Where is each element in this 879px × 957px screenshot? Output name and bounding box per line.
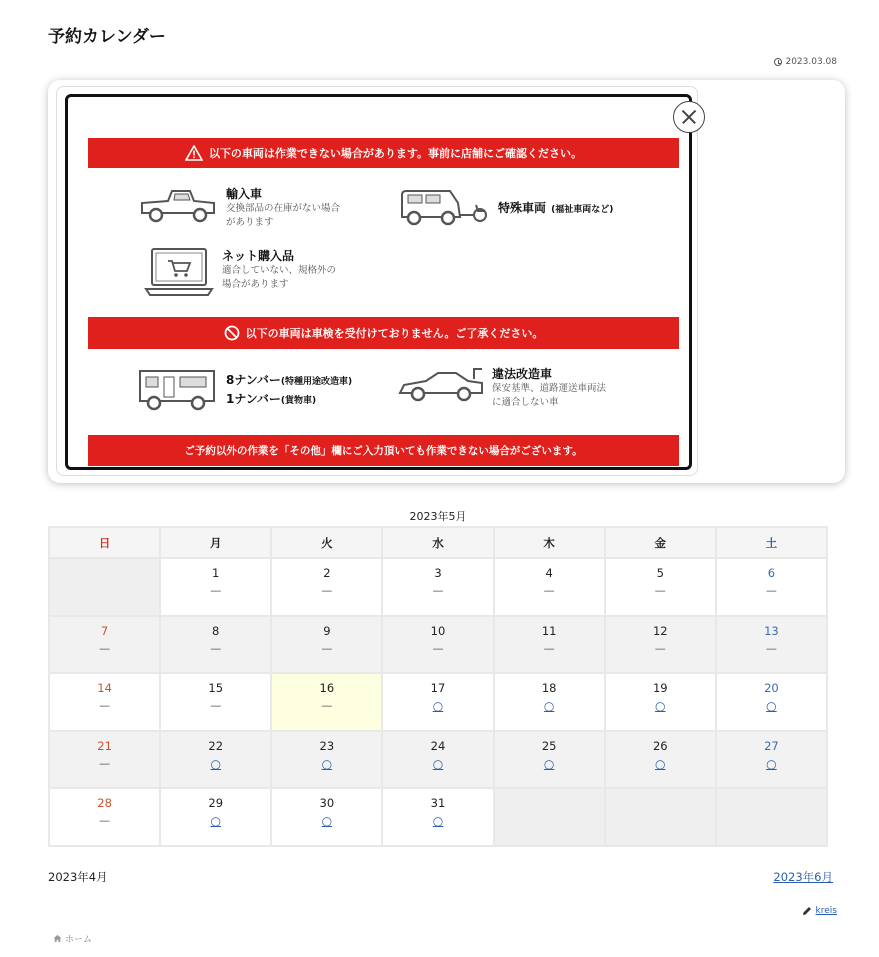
- unavailable-mark: —: [765, 641, 777, 655]
- calendar-day-cell: [716, 673, 827, 731]
- next-month-link[interactable]: 2023年6月: [773, 870, 833, 884]
- weekday-thu: 木: [494, 527, 605, 558]
- calendar-day-cell: [716, 731, 827, 789]
- unavailable-mark: —: [210, 641, 222, 655]
- notice-bar-caution: [88, 138, 679, 168]
- calendar-day-cell: [605, 673, 716, 731]
- breadcrumb-home-link[interactable]: ホーム: [65, 935, 93, 945]
- day-number: 3: [434, 566, 442, 580]
- post-date: [774, 57, 837, 67]
- calendar-empty-cell: [716, 788, 827, 846]
- vehicle-special-title: 特殊車両: [498, 201, 547, 215]
- calendar-day-cell: [271, 673, 382, 731]
- day-number: 20: [764, 681, 779, 695]
- notice-bar-no-inspection-text: 以下の車両は車検を受付けておりません。ご了承ください。: [245, 327, 544, 340]
- weekday-sun: 日: [49, 527, 160, 558]
- day-number: 9: [323, 623, 331, 638]
- unavailable-mark: —: [321, 641, 333, 655]
- laptop-cart-icon: [144, 247, 214, 299]
- day-number: 17: [430, 681, 446, 695]
- calendar-day-cell: [160, 616, 271, 674]
- day-number: 29: [208, 796, 224, 810]
- calendar-week-row: [49, 731, 827, 789]
- day-number: 6: [767, 566, 776, 580]
- calendar-day-cell: [605, 731, 716, 789]
- calendar-day-cell: [160, 731, 271, 789]
- prev-month-label: 2023年4月: [48, 870, 108, 884]
- vehicle-net-desc2: 場合があります: [222, 279, 289, 290]
- vehicle-net-title: ネット購入品: [222, 249, 295, 263]
- notice-frame: [56, 86, 698, 476]
- home-icon: [53, 934, 62, 943]
- calendar-day-cell: [271, 616, 382, 674]
- welfare-van-icon: [398, 187, 490, 227]
- page-title: 予約カレンダー: [48, 27, 166, 47]
- unavailable-mark: —: [432, 641, 444, 655]
- calendar-day-cell: [605, 558, 716, 616]
- calendar-empty-cell: [605, 788, 716, 846]
- calendar-day-cell: [160, 558, 271, 616]
- unavailable-mark: —: [99, 641, 111, 655]
- day-number: 21: [97, 738, 112, 753]
- day-number: 22: [208, 738, 224, 753]
- calendar-day-cell: [271, 788, 382, 846]
- available-slot-link[interactable]: ○: [432, 699, 444, 713]
- day-number: 25: [541, 738, 557, 753]
- available-slot-link[interactable]: ○: [321, 756, 333, 771]
- unavailable-mark: —: [210, 699, 222, 712]
- available-slot-link[interactable]: ○: [210, 756, 221, 771]
- day-number: 18: [541, 681, 557, 695]
- calendar-day-cell: [494, 673, 605, 731]
- weekday-sat: 土: [716, 527, 827, 558]
- author-link[interactable]: kreis: [815, 906, 837, 916]
- available-slot-link[interactable]: ○: [543, 756, 555, 771]
- unavailable-mark: —: [99, 699, 111, 712]
- day-number: 11: [541, 623, 557, 638]
- calendar-day-cell: [271, 558, 382, 616]
- vehicle-illegal-title: 違法改造車: [492, 367, 553, 381]
- unavailable-mark: —: [543, 584, 555, 597]
- available-slot-link[interactable]: ○: [655, 756, 666, 771]
- day-number: 8: [212, 623, 220, 638]
- day-number: 31: [430, 796, 446, 810]
- calendar-day-cell: [494, 616, 605, 674]
- vehicle-illegal-mod: [398, 365, 606, 410]
- available-slot-link[interactable]: ○: [321, 814, 333, 828]
- day-number: 12: [652, 623, 668, 638]
- notice-bar-no-inspection: [88, 317, 679, 349]
- unavailable-mark: —: [210, 584, 222, 597]
- unavailable-mark: —: [432, 584, 444, 597]
- calendar-day-cell: [382, 788, 493, 846]
- reservation-calendar: [48, 526, 828, 847]
- available-slot-link[interactable]: ○: [432, 756, 444, 771]
- vehicle-illegal-desc2: に適合しない車: [492, 397, 559, 408]
- calendar-day-cell: [382, 731, 493, 789]
- unavailable-mark: —: [765, 584, 777, 597]
- calendar-day-cell: [382, 558, 493, 616]
- vehicle-import: [138, 185, 340, 230]
- day-number: 16: [319, 681, 335, 695]
- notice-card: [48, 80, 845, 483]
- camper-truck-icon: [136, 365, 218, 411]
- calendar-day-cell: [160, 788, 271, 846]
- vehicle-import-title: 輸入車: [226, 187, 263, 201]
- calendar-week-row: [49, 558, 827, 616]
- day-number: 14: [97, 681, 112, 695]
- vehicle-net-purchase: [144, 247, 336, 299]
- day-number: 4: [545, 566, 553, 580]
- calendar-day-cell: [382, 673, 493, 731]
- calendar-week-row: [49, 788, 827, 846]
- calendar-week-row: [49, 673, 827, 731]
- day-number: 28: [97, 796, 112, 810]
- vehicle-8-number-title: 8ナンバー: [226, 373, 281, 387]
- pickup-truck-icon: [138, 185, 218, 225]
- calendar-day-cell: [716, 616, 827, 674]
- close-button[interactable]: [673, 101, 705, 133]
- unavailable-mark: —: [321, 699, 333, 712]
- weekday-header-row: [49, 527, 827, 558]
- available-slot-link[interactable]: ○: [543, 699, 555, 713]
- calendar-empty-cell: [494, 788, 605, 846]
- day-number: 2: [323, 566, 331, 580]
- day-number: 5: [656, 566, 664, 580]
- notice-bar-other: [88, 435, 679, 466]
- available-slot-link[interactable]: ○: [210, 814, 221, 828]
- calendar-day-cell: [605, 616, 716, 674]
- calendar-day-cell: [494, 731, 605, 789]
- breadcrumb: [53, 932, 92, 945]
- unavailable-mark: —: [99, 756, 111, 770]
- calendar-caption: 2023年5月: [409, 510, 467, 523]
- day-number: 24: [430, 738, 446, 753]
- calendar-day-cell: [49, 616, 160, 674]
- day-number: 26: [652, 738, 668, 753]
- day-number: 30: [319, 796, 335, 810]
- day-number: 1: [212, 566, 220, 580]
- calendar-day-cell: [160, 673, 271, 731]
- notice-image: [65, 94, 692, 470]
- vehicle-import-desc2: があります: [226, 217, 274, 228]
- calendar-day-cell: [494, 558, 605, 616]
- sports-car-icon: [398, 365, 484, 405]
- weekday-tue: 火: [271, 527, 382, 558]
- calendar-week-row: [49, 616, 827, 674]
- available-slot-link[interactable]: ○: [432, 814, 444, 828]
- author-info: [802, 906, 837, 916]
- weekday-fri: 金: [605, 527, 716, 558]
- day-number: 15: [208, 681, 224, 695]
- notice-bar-other-text: ご予約以外の作業を「その他」欄にご入力頂いても作業できない場合がございます。: [184, 445, 583, 457]
- weekday-wed: 水: [382, 527, 493, 558]
- unavailable-mark: —: [99, 814, 111, 827]
- available-slot-link[interactable]: ○: [766, 699, 777, 713]
- day-number: 7: [100, 623, 109, 638]
- vehicle-net-desc1: 適合していない、規格外の: [222, 265, 337, 276]
- calendar-body: [49, 558, 827, 846]
- day-number: 13: [764, 623, 779, 638]
- weekday-mon: 月: [160, 527, 271, 558]
- vehicle-illegal-desc1: 保安基準、道路運送車両法: [492, 383, 607, 394]
- calendar-day-cell: [716, 558, 827, 616]
- vehicle-8-number-note: (特種用途改造車): [280, 377, 353, 387]
- available-slot-link[interactable]: ○: [766, 756, 777, 771]
- warning-icon: [185, 145, 203, 161]
- clock-icon: [774, 58, 782, 66]
- calendar-empty-cell: [49, 558, 160, 616]
- pencil-icon: [802, 906, 812, 916]
- vehicle-1-number-note: (貨物車): [280, 396, 317, 406]
- notice-bar-caution-text: 以下の車両は作業できない場合があります。事前に店舗にご確認ください。: [208, 147, 583, 160]
- calendar-day-cell: [382, 616, 493, 674]
- post-date-text: 2023.03.08: [785, 57, 837, 67]
- unavailable-mark: —: [543, 641, 555, 655]
- vehicle-special: [398, 187, 613, 227]
- vehicle-special-note: (福祉車両など): [551, 205, 614, 215]
- unavailable-mark: —: [654, 584, 666, 597]
- day-number: 27: [764, 738, 779, 753]
- calendar-day-cell: [49, 788, 160, 846]
- calendar-day-cell: [271, 731, 382, 789]
- day-number: 19: [652, 681, 668, 695]
- day-number: 10: [430, 623, 446, 638]
- available-slot-link[interactable]: ○: [655, 699, 666, 713]
- day-number: 23: [319, 738, 335, 753]
- calendar-day-cell: [49, 673, 160, 731]
- vehicle-number-plates: [136, 365, 352, 411]
- calendar-day-cell: [49, 731, 160, 789]
- vehicle-import-desc1: 交換部品の在庫がない場合: [226, 203, 341, 214]
- prohibited-icon: [224, 325, 240, 341]
- unavailable-mark: —: [654, 641, 666, 655]
- unavailable-mark: —: [321, 584, 333, 597]
- vehicle-1-number-title: 1ナンバー: [226, 392, 281, 406]
